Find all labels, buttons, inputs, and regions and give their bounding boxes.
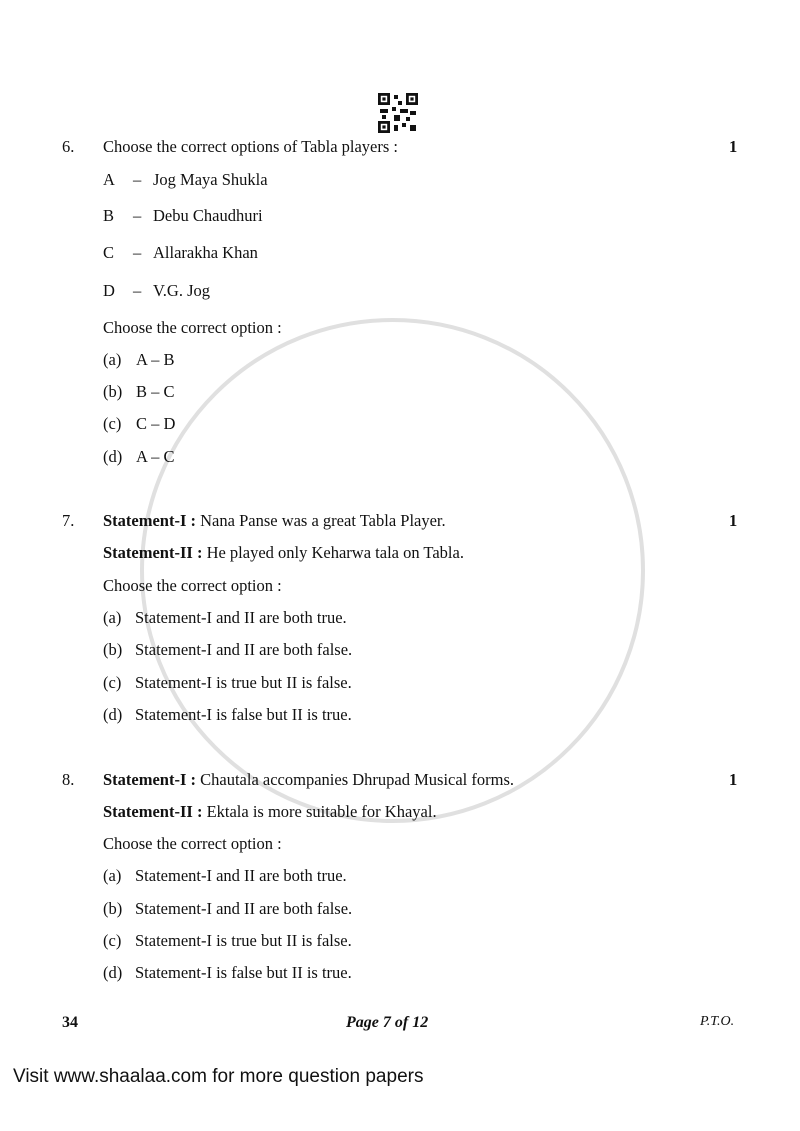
item-letter: A	[103, 170, 115, 189]
item-dash: –	[133, 281, 142, 300]
option-label: (c)	[103, 673, 122, 692]
marks: 1	[729, 137, 738, 156]
item-dash: –	[133, 170, 142, 189]
option-text: B – C	[136, 382, 175, 401]
item-dash: –	[133, 206, 142, 225]
statement-2-label: Statement-II :	[103, 802, 203, 821]
prompt: Choose the correct option :	[103, 834, 282, 853]
option-text: C – D	[136, 414, 176, 433]
item-name: V.G. Jog	[153, 281, 211, 300]
item-letter: D	[103, 281, 115, 300]
paper-code: 34	[62, 1014, 78, 1031]
question-number: 7.	[62, 511, 75, 530]
option-text: Statement-I is true but II is false.	[135, 931, 352, 950]
option-text: A – B	[136, 350, 175, 369]
option-text: Statement-I is false but II is true.	[135, 963, 352, 982]
marks: 1	[729, 770, 738, 789]
question-number: 8.	[62, 770, 75, 789]
option-label: (d)	[103, 963, 123, 982]
option-text: A – C	[136, 447, 175, 466]
statement-2-text: Ektala is more suitable for Khayal.	[206, 802, 437, 821]
option-label: (b)	[103, 382, 123, 401]
prompt: Choose the correct option :	[103, 576, 282, 595]
option-text: Statement-I and II are both true.	[135, 608, 347, 627]
qr-code-icon	[378, 93, 418, 133]
option-label: (a)	[103, 608, 122, 627]
option-label: (c)	[103, 931, 122, 950]
option-label: (b)	[103, 640, 123, 659]
option-text: Statement-I and II are both false.	[135, 899, 353, 918]
statement-2-label: Statement-II :	[103, 543, 203, 562]
statement-1-label: Statement-I :	[103, 511, 197, 530]
pto: P.T.O.	[700, 1014, 735, 1029]
statement-1-text: Nana Panse was a great Tabla Player.	[200, 511, 446, 530]
option-label: (b)	[103, 899, 123, 918]
option-label: (c)	[103, 414, 122, 433]
option-text: Statement-I is false but II is true.	[135, 705, 352, 724]
option-label: (a)	[103, 350, 122, 369]
page-number: Page 7 of 12	[346, 1014, 429, 1031]
option-label: (d)	[103, 447, 123, 466]
item-name: Jog Maya Shukla	[153, 170, 268, 189]
option-label: (d)	[103, 705, 123, 724]
watermark-circle	[140, 318, 645, 823]
option-label: (a)	[103, 866, 122, 885]
statement-2-text: He played only Keharwa tala on Tabla.	[206, 543, 464, 562]
item-letter: C	[103, 243, 115, 262]
item-name: Allarakha Khan	[153, 243, 258, 262]
statement-1-label: Statement-I :	[103, 770, 197, 789]
statement-1-text: Chautala accompanies Dhrupad Musical forms.	[200, 770, 515, 789]
option-text: Statement-I and II are both false.	[135, 640, 353, 659]
option-text: Statement-I and II are both true.	[135, 866, 347, 885]
item-dash: –	[133, 243, 142, 262]
option-text: Statement-I is true but II is false.	[135, 673, 352, 692]
question-number: 6.	[62, 137, 75, 156]
question-text: Choose the correct options of Tabla players :	[103, 137, 399, 156]
marks: 1	[729, 511, 738, 530]
prompt: Choose the correct option :	[103, 318, 282, 337]
visit-link[interactable]: Visit www.shaalaa.com for more question papers	[13, 1066, 424, 1087]
item-name: Debu Chaudhuri	[153, 206, 263, 225]
item-letter: B	[103, 206, 115, 225]
